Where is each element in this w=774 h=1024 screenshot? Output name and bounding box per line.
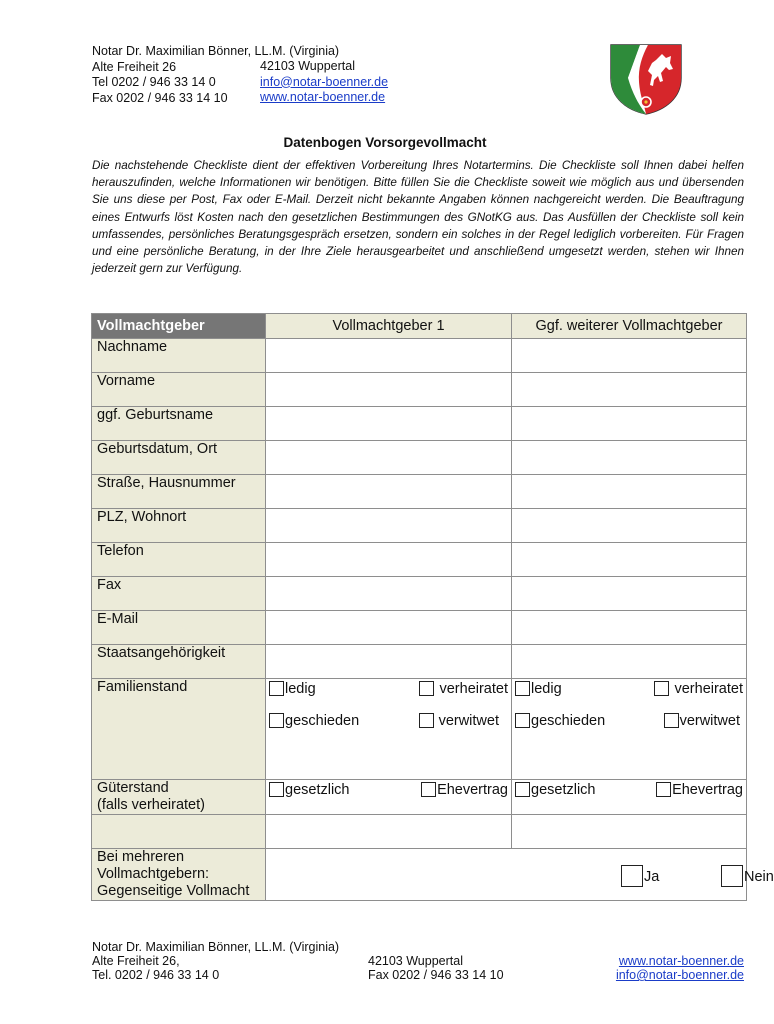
email-link[interactable]: info@notar-boenner.de [260, 74, 389, 89]
option-gesetzlich[interactable]: gesetzlich [269, 782, 349, 798]
row-label: Vorname [92, 373, 266, 407]
input-cell-vg1[interactable] [266, 373, 512, 407]
option-verheiratet[interactable]: verheiratet [654, 681, 743, 697]
input-cell-vg1[interactable] [266, 645, 512, 679]
row-label: PLZ, Wohnort [92, 509, 266, 543]
page-title: Datenbogen Vorsorgevollmacht [283, 135, 487, 150]
table-row [92, 611, 747, 645]
table-row [92, 577, 747, 611]
notary-fax: Fax 0202 / 946 33 14 10 [92, 90, 228, 105]
website-link[interactable]: www.notar-boenner.de [260, 90, 386, 104]
input-cell-vg2[interactable] [512, 475, 747, 509]
footer-right [616, 954, 744, 982]
header-weiterer-vollmachtgeber: Ggf. weiterer Vollmachtgeber [512, 314, 747, 339]
gueterstand-vg2 [512, 780, 747, 815]
input-cell-vg2[interactable] [512, 645, 747, 679]
checkbox[interactable] [269, 713, 284, 728]
checkbox[interactable] [269, 782, 284, 797]
option-geschieden[interactable]: geschieden [515, 713, 605, 729]
row-label [92, 815, 266, 849]
table-header-row [92, 314, 747, 339]
row-label: E-Mail [92, 611, 266, 645]
footer-street: Alte Freiheit 26, [92, 954, 180, 968]
label-line: Gegenseitige Vollmacht [97, 883, 250, 899]
header-vollmachtgeber: Vollmachtgeber [92, 314, 266, 339]
row-label: Fax [92, 577, 266, 611]
option-geschieden[interactable]: geschieden [269, 713, 359, 729]
table-row [92, 543, 747, 577]
row-label: ggf. Geburtsname [92, 407, 266, 441]
row-label: Staatsangehörigkeit [92, 645, 266, 679]
input-cell-vg1[interactable] [266, 611, 512, 645]
gueterstand-vg1 [266, 780, 512, 815]
input-cell-vg2[interactable] [512, 441, 747, 475]
input-cell-vg1[interactable] [266, 815, 512, 849]
nrw-coat-of-arms-icon [608, 42, 684, 116]
checkbox[interactable] [721, 865, 743, 887]
footer-fax: Fax 0202 / 946 33 14 10 [368, 968, 504, 982]
table-row [92, 475, 747, 509]
gueterstand-sublabel: (falls verheiratet) [97, 797, 205, 813]
checkbox[interactable] [419, 713, 434, 728]
footer-tel: Tel. 0202 / 946 33 14 0 [92, 968, 220, 982]
label-line: Bei mehreren [97, 849, 185, 865]
option-ja[interactable]: Ja [621, 865, 659, 887]
familienstand-vg2 [512, 679, 747, 780]
option-verwitwet[interactable]: verwitwet [419, 713, 499, 729]
input-cell-vg1[interactable] [266, 339, 512, 373]
checkbox[interactable] [621, 865, 643, 887]
notary-name: Notar Dr. Maximilian Bönner, LL.M. (Virginia) [92, 44, 340, 58]
footer-name: Notar Dr. Maximilian Bönner, LL.M. (Virginia) [92, 940, 340, 954]
footer-email-link[interactable]: info@notar-boenner.de [615, 968, 744, 982]
input-cell-vg1[interactable] [266, 509, 512, 543]
empty-row [92, 815, 747, 849]
option-ledig[interactable]: ledig [269, 681, 316, 697]
input-cell-vg2[interactable] [512, 577, 747, 611]
row-label: Geburtsdatum, Ort [92, 441, 266, 475]
familienstand-vg1 [266, 679, 512, 780]
checkbox[interactable] [419, 681, 434, 696]
row-label: Familienstand [92, 679, 266, 780]
input-cell-vg1[interactable] [266, 441, 512, 475]
table-row [92, 509, 747, 543]
familienstand-row [92, 679, 747, 780]
input-cell-vg2[interactable] [512, 339, 747, 373]
input-cell-vg1[interactable] [266, 475, 512, 509]
input-cell-vg1[interactable] [266, 577, 512, 611]
footer-city: 42103 Wuppertal [368, 954, 463, 968]
label-line: Vollmachtgebern: [97, 866, 210, 882]
checkbox[interactable] [515, 713, 530, 728]
input-cell-vg2[interactable] [512, 611, 747, 645]
notary-tel: Tel 0202 / 946 33 14 0 [92, 75, 216, 89]
footer-middle [368, 954, 504, 982]
footer-website-link[interactable]: www.notar-boenner.de [618, 954, 744, 968]
checkbox[interactable] [654, 681, 669, 696]
option-ehevertrag[interactable]: Ehevertrag [656, 782, 743, 798]
table-row [92, 407, 747, 441]
table-row [92, 373, 747, 407]
checkbox[interactable] [421, 782, 436, 797]
table-row [92, 339, 747, 373]
intro-paragraph: Die nachstehende Checkliste dient der effektiven Vorbereitung Ihres Notartermins. Die Checkliste soll Ihnen dabei helfen herauszufinden, welche Informationen wir benötigen. Bitte füllen Sie die Checkliste soweit wie möglich aus und übersenden Sie uns diese per Post, Fax oder E-Mail. Derzeit nicht bekannte Angaben können nachgereicht werden. Die Beauftragung eines Entwurfs löst Kosten nach den gesetzlichen Bestimmungen des GNotKG aus. Das Ausfüllen der Checkliste soll kein umfassendes, persönliches Beratungsgespräch ersetzen, sondern ein solches in der Regel lediglich vorbereiten. Für Fragen und eine persönliche Beratung, in der Ihre Ziele herausgearbeitet und anschließend umgesetzt werden, stehen wir Ihnen jederzeit gern zur Verfügung. [92, 159, 744, 276]
input-cell-vg2[interactable] [512, 407, 747, 441]
header-vollmachtgeber-1: Vollmachtgeber 1 [266, 314, 512, 339]
checkbox[interactable] [515, 782, 530, 797]
checkbox[interactable] [664, 713, 679, 728]
gegenseitige-vollmacht-options [266, 849, 774, 901]
row-label: Nachname [92, 339, 266, 373]
input-cell-vg2[interactable] [512, 373, 747, 407]
principal-data-table [91, 313, 774, 901]
footer-left [92, 940, 339, 982]
option-nein[interactable]: Nein [721, 865, 774, 887]
row-label: Straße, Hausnummer [92, 475, 266, 509]
row-label: Telefon [92, 543, 266, 577]
option-gesetzlich[interactable]: gesetzlich [515, 782, 595, 798]
gueterstand-row [92, 780, 747, 815]
input-cell-vg2[interactable] [512, 543, 747, 577]
option-ehevertrag[interactable]: Ehevertrag [421, 782, 508, 798]
letterhead-right [260, 59, 388, 106]
input-cell-vg1[interactable] [266, 543, 512, 577]
table-row [92, 441, 747, 475]
checkbox[interactable] [269, 681, 284, 696]
checkbox[interactable] [515, 681, 530, 696]
notary-city: 42103 Wuppertal [260, 59, 355, 73]
table-row [92, 645, 747, 679]
notary-street: Alte Freiheit 26 [92, 59, 177, 74]
row-label [92, 780, 266, 815]
input-cell-vg2[interactable] [512, 509, 747, 543]
gegenseitige-vollmacht-row [92, 849, 747, 901]
gueterstand-label: Güterstand [97, 780, 169, 796]
option-verheiratet[interactable]: verheiratet [419, 681, 508, 697]
option-ledig[interactable]: ledig [515, 681, 562, 697]
row-label [92, 849, 266, 901]
input-cell-vg2[interactable] [512, 815, 747, 849]
checkbox[interactable] [656, 782, 671, 797]
option-verwitwet[interactable]: verwitwet [664, 713, 740, 729]
input-cell-vg1[interactable] [266, 407, 512, 441]
